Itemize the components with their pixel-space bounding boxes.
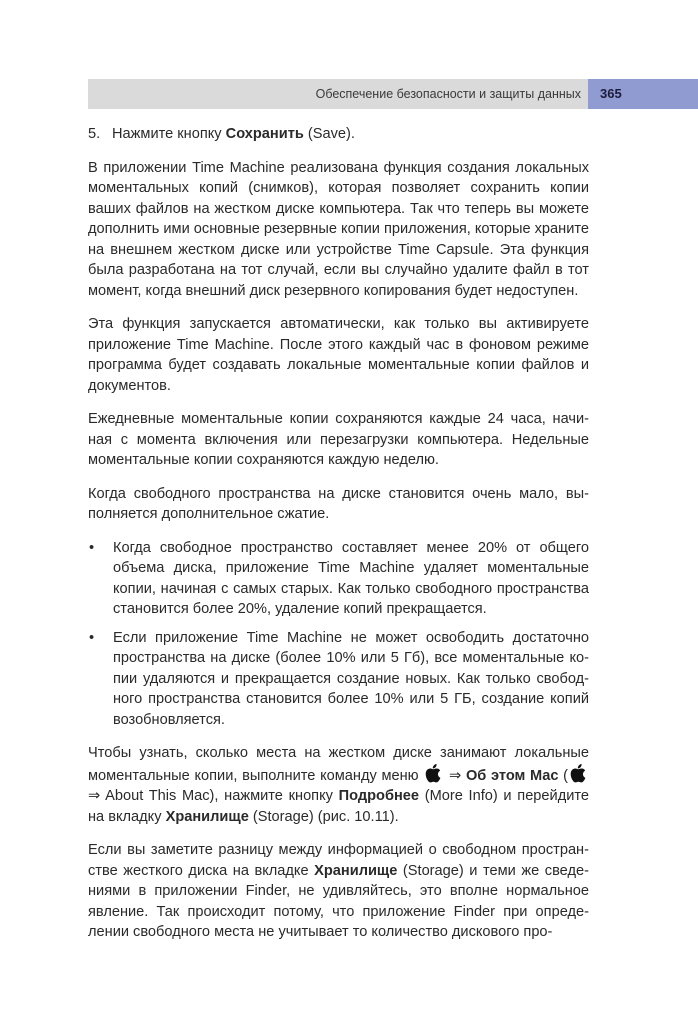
bullet-text: Если приложение Time Machine не может освободить достаточно пространства на диске (более 10% или 5 Гб), все моментальные копии удаляются и прекращается создание новых. Как только свободного пространства становится более 10% или 5 ГБ, создание копий возобновляется. — [113, 629, 589, 728]
list-item — [88, 628, 589, 731]
paragraph-3: Ежедневные моментальные копии сохраняются каждые 24 часа, начиная с момента включения или перезагрузки компьютера. Недельные моментальные копии сохраняются каждую неделю. — [88, 411, 589, 468]
page-body — [88, 124, 589, 956]
text-run: ( — [558, 767, 568, 784]
bullet-icon: • — [89, 539, 95, 556]
text-run: (Storage) (рис. 10.11). — [248, 808, 399, 825]
arrow-symbol: ⇒ — [444, 767, 466, 784]
more-info-button-name: Подробнее — [338, 788, 420, 804]
bullet-icon: • — [89, 629, 95, 646]
save-button-name: Сохранить — [225, 126, 304, 142]
apple-logo-icon — [570, 764, 587, 784]
text-run: Чтобы узнать, сколько места на жестком диске занимают локальные моментальные копии, выполните команду меню — [88, 745, 589, 784]
menu-item-about-this-mac: Об этом Mac — [465, 767, 559, 784]
text-run: (Storage) и теми же сведениями в приложении Finder, не удивляйтесь, это вполне нормальное явление. Так происходит потому, что приложение Finder при определении свободного места не учитывает то количество дискового про- — [88, 862, 589, 940]
step-text-after: (Save). — [303, 126, 355, 142]
paragraph-2: Эта функция запускается автоматически, как только вы активируете приложение Time Machine. После этого каждый час в фоновом режиме программа будет создавать локальные моментальные копии файлов и документов. — [88, 316, 589, 394]
text-run: Если вы заметите разницу между информацией о свободном пространстве жесткого диска на вкладке — [88, 842, 589, 879]
paragraph-1: В приложении Time Machine реализована функция создания локальных моментальных копий (снимков), которая позволяет сохранить копии ваших файлов на жестком диске компьютера. Так что теперь вы можете дополнить ими основные резервные копии приложения, которые храните на внешнем жестком диске или устройстве Time Capsule. Эта функция была разработана на тот случай, если вы случайно удалите файл в тот момент, когда внешний диск резервного копирования будет недоступен. — [88, 159, 589, 299]
text-run: ⇒ About This Mac), нажмите кнопку — [88, 788, 339, 804]
step-number: 5. — [88, 126, 101, 142]
storage-tab-name: Хранилище — [314, 862, 398, 879]
header-title: Обеспечение безопасности и защиты данных — [315, 87, 581, 101]
paragraph-menu — [88, 743, 589, 827]
list-item — [88, 538, 589, 620]
step-5 — [88, 124, 589, 145]
running-header — [88, 79, 698, 109]
text-run: (More Info) и перейдите на вкладку — [88, 788, 589, 825]
bullet-list — [88, 538, 589, 731]
page-number: 365 — [588, 79, 698, 109]
apple-logo-icon — [425, 764, 442, 784]
bullet-text: Когда свободное пространство составляет менее 20% от общего объема диска, приложение Time Machine удаляет моментальные копии, начиная с самых старых. Как только свободного пространства становится более 20%, удаление копий прекращается. — [113, 539, 589, 617]
step-text: Нажмите кнопку — [112, 126, 226, 142]
storage-tab-name: Хранилище — [165, 808, 249, 825]
paragraph-finder — [88, 840, 589, 943]
paragraph-4: Когда свободного пространства на диске становится очень мало, выполняется дополнительное сжатие. — [88, 485, 589, 522]
